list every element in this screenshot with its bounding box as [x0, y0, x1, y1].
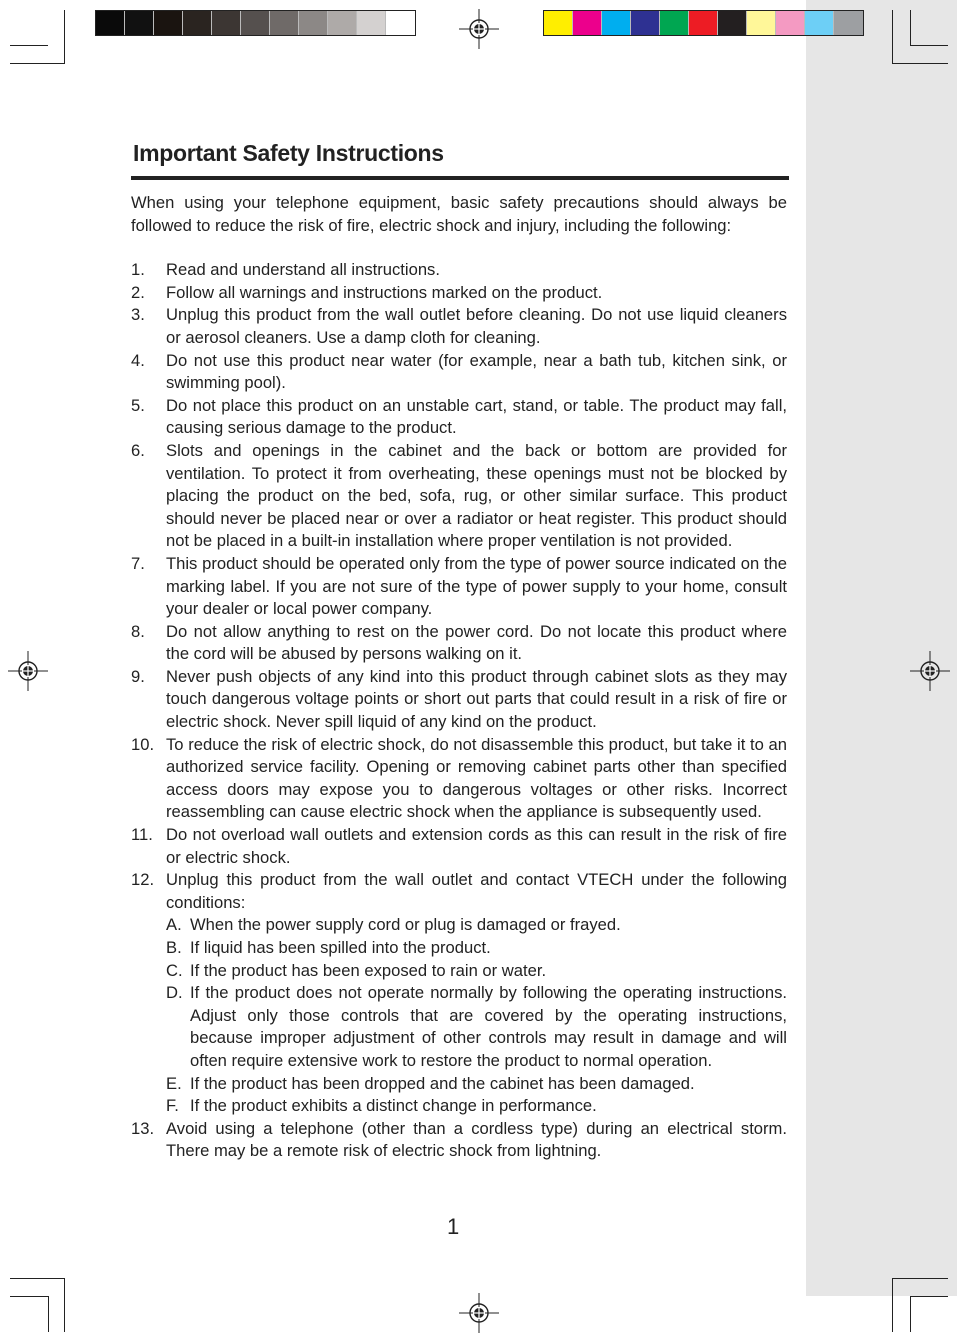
- list-item-text: Never push objects of any kind into this product through cabinet slots as they may touch dangerous voltage points or short out parts that could result in a risk of fire or electric shock. Never spill liquid of any kind on the product.: [166, 666, 787, 732]
- list-item: [131, 824, 787, 869]
- sub-item-letter: B.: [166, 938, 182, 957]
- list-item-text: Do not use this product near water (for example, near a bath tub, kitchen sink, or swimming pool).: [166, 350, 787, 393]
- registration-target-icon: [459, 9, 499, 49]
- list-item-number: 7.: [131, 553, 145, 573]
- sub-list-item: [166, 914, 787, 937]
- list-item: [131, 282, 787, 305]
- color-swatch: [805, 11, 834, 35]
- list-item-number: 12.: [131, 870, 155, 890]
- sub-list-item: [166, 982, 787, 1072]
- sub-item-text: When the power supply cord or plug is damaged or frayed.: [190, 915, 621, 935]
- list-item-text: Do not place this product on an unstable cart, stand, or table. The product may fall, causing serious damage to the product.: [166, 395, 787, 438]
- list-item-number: 3.: [131, 305, 145, 325]
- list-item-text: To reduce the risk of electric shock, do not disassemble this product, but take it to an authorized service facility. Opening or removing cabinet parts other than specified access doors may expose you to dangerous voltages or other risks. Incorrect reassembling can cause electric shock when the appliance is subsequently used.: [166, 734, 787, 822]
- list-item-number: 4.: [131, 350, 145, 370]
- color-swatch: [834, 11, 863, 35]
- registration-target-icon: [910, 651, 950, 691]
- sub-item-text: If liquid has been spilled into the product.: [190, 938, 491, 957]
- color-swatch: [154, 11, 183, 35]
- color-swatch: [328, 11, 357, 35]
- sub-item-text: If the product does not operate normally by following the operating instructions. Adjust only those controls that are covered by the operating instructions, because improper adjustment of other controls may result in damage and will often require extensive work to restore the product to normal operation.: [190, 983, 787, 1070]
- sub-item-text: If the product has been exposed to rain or water.: [190, 960, 547, 980]
- sub-item-letter: C.: [166, 960, 183, 980]
- color-swatch: [96, 11, 125, 35]
- list-item: [131, 666, 787, 734]
- sub-conditions-list: [166, 914, 787, 1117]
- process-color-bar: [543, 10, 864, 36]
- color-swatch: [660, 11, 689, 35]
- title-rule: [131, 176, 789, 180]
- list-item-text: Avoid using a telephone (other than a cordless type) during an electrical storm. There may be a remote risk of electric shock from lightning.: [166, 1118, 787, 1161]
- color-swatch: [241, 11, 270, 35]
- sub-item-letter: F.: [166, 1096, 179, 1116]
- list-item: [131, 259, 787, 282]
- sub-item-letter: E.: [166, 1073, 182, 1093]
- list-item-text: Slots and openings in the cabinet and the back or bottom are provided for ventilation. To protect it from overheating, these openings must not be blocked by placing the product on the bed, sofa, rug, or other similar surface. This product should never be placed near or over a radiator or heat register. This product should not be placed in a built-in installation where proper ventilation is not provided.: [166, 440, 787, 551]
- list-item: [131, 1118, 787, 1163]
- list-item: [131, 304, 787, 349]
- list-item-text: Do not allow anything to rest on the power cord. Do not locate this product where the cord will be abused by persons walking on it.: [166, 621, 787, 664]
- color-swatch: [299, 11, 328, 35]
- sub-item-letter: D.: [166, 983, 183, 1003]
- safety-instructions-list: [131, 259, 787, 1163]
- color-swatch: [212, 11, 241, 35]
- list-item-text: This product should be operated only from the type of power source indicated on the marking label. If you are not sure of the type of power supply to your home, consult your dealer or local power company.: [166, 553, 787, 619]
- sub-item-text: If the product exhibits a distinct change in performance.: [190, 1096, 597, 1116]
- list-item-number: 5.: [131, 395, 145, 415]
- sub-list-item: [166, 937, 787, 960]
- color-swatch: [718, 11, 747, 35]
- sub-item-letter: A.: [166, 915, 182, 935]
- sub-list-item: [166, 1073, 787, 1096]
- color-swatch: [386, 11, 415, 35]
- registration-target-icon: [459, 1293, 499, 1333]
- list-item-text: Follow all warnings and instructions marked on the product.: [166, 282, 603, 302]
- list-item-number: 9.: [131, 666, 145, 686]
- color-swatch: [776, 11, 805, 35]
- color-swatch: [631, 11, 660, 35]
- sub-list-item: [166, 1095, 787, 1118]
- list-item-number: 13.: [131, 1118, 155, 1138]
- page-title: Important Safety Instructions: [133, 140, 444, 166]
- list-item-text: Read and understand all instructions.: [166, 260, 440, 280]
- list-item-number: 10.: [131, 734, 155, 754]
- grayscale-color-bar: [95, 10, 416, 36]
- color-swatch: [747, 11, 776, 35]
- color-swatch: [602, 11, 631, 35]
- color-swatch: [357, 11, 386, 35]
- document-body: [131, 192, 787, 1163]
- color-swatch: [573, 11, 602, 35]
- list-item: [131, 440, 787, 553]
- list-item-text: Unplug this product from the wall outlet before cleaning. Do not use liquid cleaners or aerosol cleaners. Use a damp cloth for cleaning.: [166, 305, 787, 347]
- page-number: 1: [447, 1214, 460, 1239]
- intro-paragraph: When using your telephone equipment, basic safety precautions should always be followed to reduce the risk of fire, electric shock and injury, including the following:: [131, 193, 787, 235]
- sub-list-item: [166, 960, 787, 983]
- list-item-number: 6.: [131, 440, 145, 460]
- list-item-text: Do not overload wall outlets and extension cords as this can result in the risk of fire or electric shock.: [166, 825, 787, 867]
- list-item-text: Unplug this product from the wall outlet and contact VTECH under the following conditions:: [166, 870, 787, 912]
- list-item-number: 8.: [131, 621, 145, 641]
- registration-target-icon: [8, 651, 48, 691]
- list-item-number: 2.: [131, 282, 145, 302]
- color-swatch: [183, 11, 212, 35]
- list-item: [131, 553, 787, 621]
- color-swatch: [689, 11, 718, 35]
- sub-item-text: If the product has been dropped and the cabinet has been damaged.: [190, 1073, 695, 1093]
- list-item: [131, 350, 787, 395]
- color-swatch: [544, 11, 573, 35]
- list-item: [131, 621, 787, 666]
- list-item: [131, 395, 787, 440]
- list-item: [131, 734, 787, 824]
- list-item-number: 11.: [131, 825, 153, 845]
- list-item: [131, 869, 787, 1118]
- color-swatch: [270, 11, 299, 35]
- side-tab-margin: [806, 0, 957, 1296]
- list-item-number: 1.: [131, 260, 145, 280]
- color-swatch: [125, 11, 154, 35]
